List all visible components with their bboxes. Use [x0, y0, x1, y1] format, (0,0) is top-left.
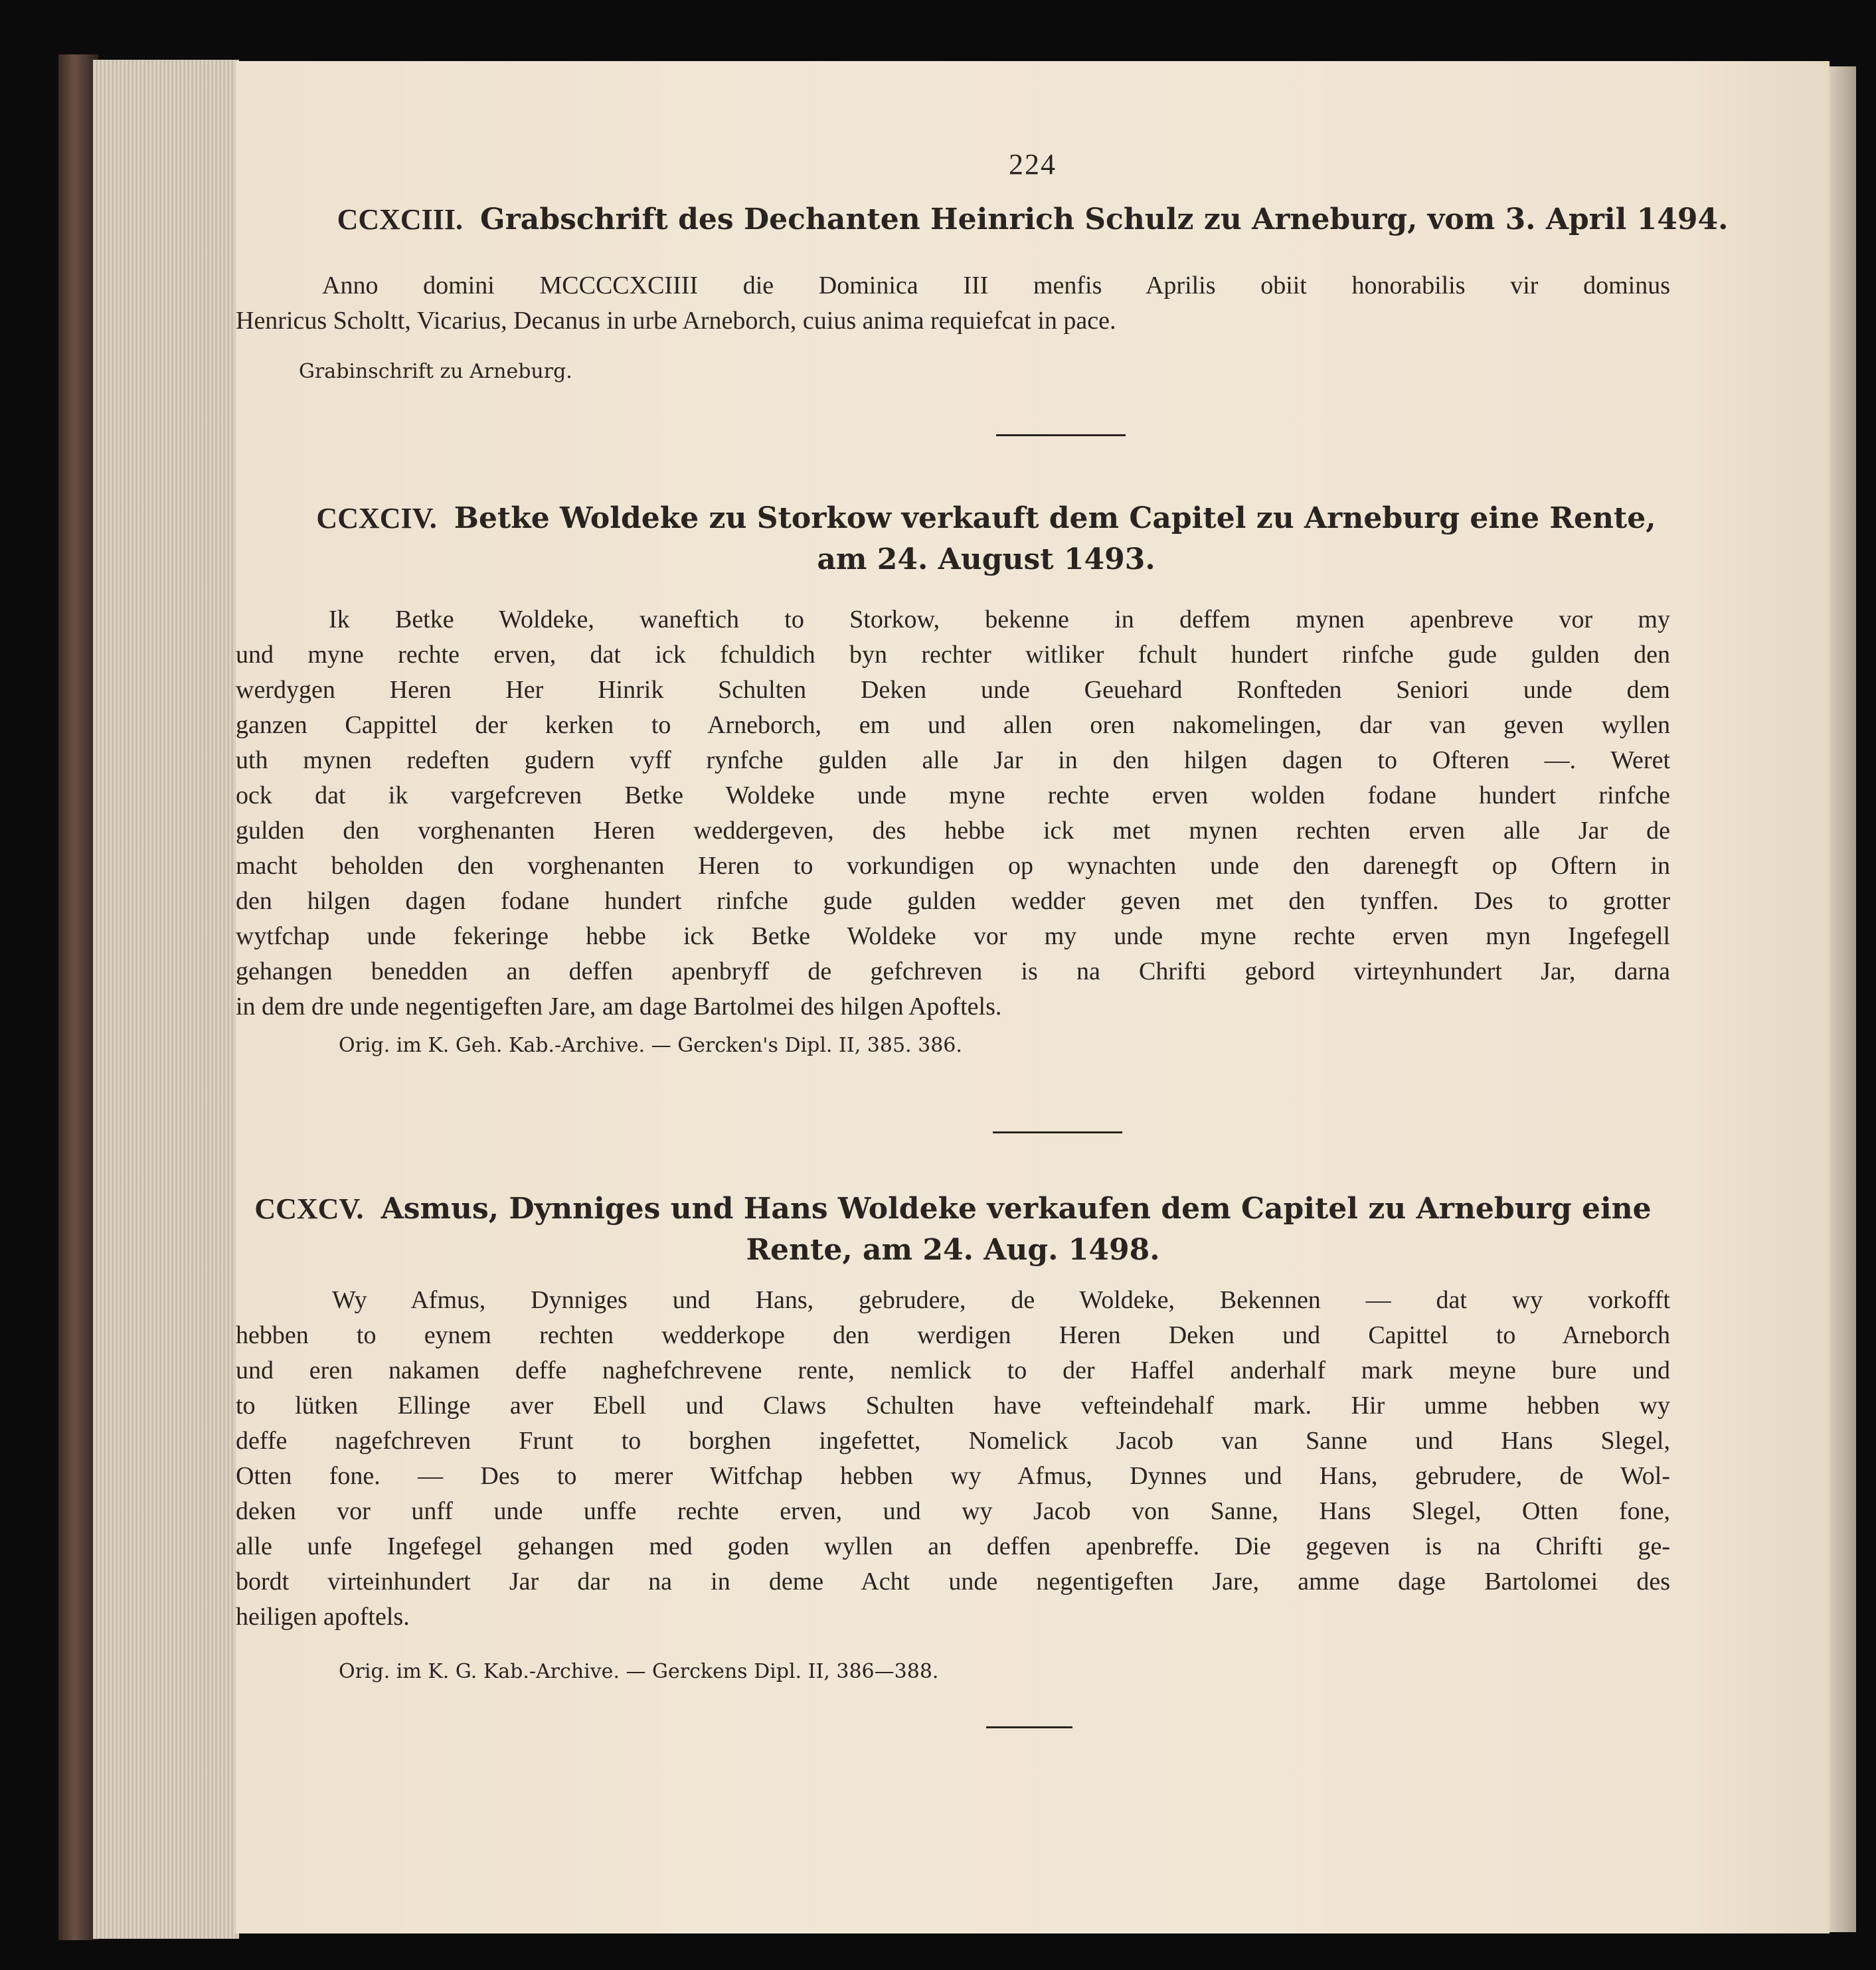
text-line: werdygen Heren Her Hinrik Schulten Deken unde Geuehard Ronfteden Seniori unde dem — [236, 676, 1670, 704]
text-line: Anno domini MCCCCXCIIII die Dominica III menfis Aprilis obiit honorabilis vir dominus — [322, 272, 1670, 299]
section-number: CCXCV. — [254, 1192, 364, 1225]
text-line: deffe nagefchreven Frunt to borghen ingefettet, Nomelick Jacob van Sanne und Hans Slegel, — [236, 1427, 1670, 1455]
book-spine — [58, 54, 98, 1940]
text-line: gulden den vorghenanten Heren weddergeven, des hebbe ick met mynen rechten erven alle Jar de — [236, 817, 1670, 845]
section-text — [236, 602, 1670, 1025]
section-heading — [236, 1189, 1670, 1271]
text-line: heiligen apoftels. — [236, 1603, 410, 1631]
text-line: wytfchap unde fekeringe hebbe ick Betke Woldeke vor my unde myne rechte erven myn Ingefegell — [236, 922, 1670, 950]
text-line: hebben to eynem rechten wedderkope den werdigen Heren Deken und Capittel to Arneborch — [236, 1321, 1670, 1349]
text-line: ganzen Cappittel der kerken to Arneborch, em und allen oren nakomelingen, dar van geven wyllen — [236, 711, 1670, 739]
section-divider — [986, 1726, 1072, 1728]
text-line: Otten fone. — Des to merer Witfchap hebben wy Afmus, Dynnes und Hans, gebrudere, de Wol- — [236, 1462, 1670, 1490]
text-line: gehangen benedden an deffen apenbryff de gefchreven is na Chrifti gebord virteynhundert Jar, darna — [236, 957, 1670, 985]
text-line: macht beholden den vorghenanten Heren to vorkundigen op wynachten unde den darenegft op Oftern in — [236, 852, 1670, 880]
section-title-line: Betke Woldeke zu Storkow verkauft dem Capitel zu Arneburg eine Rente, — [454, 501, 1656, 535]
book-page — [236, 61, 1830, 1933]
source-note: Orig. im K. Geh. Kab.-Archive. — Gercken's Dipl. II, 385. 386. — [339, 1034, 962, 1057]
section-text — [236, 268, 1670, 339]
text-line: und myne rechte erven, dat ick fchuldich byn rechter witliker fchult hundert rinfche gude gulden den — [236, 641, 1670, 669]
section-text — [236, 1283, 1670, 1635]
section-heading — [236, 199, 1830, 240]
section-title-line: Grabschrift des Dechanten Heinrich Schulz zu Arneburg, vom 3. April 1494. — [480, 203, 1729, 236]
text-line: Ik Betke Woldeke, waneftich to Storkow, bekenne in deffem mynen apenbreve vor my — [329, 606, 1670, 633]
text-line: alle unfe Ingefegel gehangen med goden wyllen an deffen apenbreffe. Die gegeven is na Chrifti ge- — [236, 1532, 1670, 1560]
text-line: bordt virteinhundert Jar dar na in deme Acht unde negentigeften Jare, amme dage Bartolomei des — [236, 1568, 1670, 1596]
text-line: deken vor unff unde unffe rechte erven, und wy Jacob von Sanne, Hans Slegel, Otten fone, — [236, 1497, 1670, 1525]
right-page-edge — [1830, 66, 1856, 1932]
text-line: in dem dre unde negentigeften Jare, am dage Bartolmei des hilgen Apoftels. — [236, 993, 1002, 1021]
section-divider — [996, 434, 1126, 436]
text-line: ock dat ik vargefcreven Betke Woldeke unde myne rechte erven wolden fodane hundert rinfche — [236, 781, 1670, 809]
section-title-line: Rente, am 24. Aug. 1498. — [746, 1233, 1160, 1267]
section-title-line: am 24. August 1493. — [817, 542, 1155, 576]
text-line: uth mynen redeften gudern vyff rynfche gulden alle Jar in den hilgen dagen to Ofteren —. Weret — [236, 746, 1670, 774]
text-line: und eren nakamen deffe naghefchrevene rente, nemlick to der Haffel anderhalf mark meyne bure und — [236, 1356, 1670, 1384]
text-line: Wy Afmus, Dynniges und Hans, gebrudere, de Woldeke, Bekennen — dat wy vorkofft — [332, 1286, 1670, 1314]
section-divider — [993, 1131, 1122, 1133]
text-line: Henricus Scholtt, Vicarius, Decanus in urbe Arneborch, cuius anima requiefcat in pace. — [236, 307, 1116, 335]
section-title-line: Asmus, Dynniges und Hans Woldeke verkaufen dem Capitel zu Arneburg eine — [381, 1192, 1652, 1226]
text-line: to lütken Ellinge aver Ebell und Claws Schulten have vefteindehalf mark. Hir umme hebben wy — [236, 1392, 1670, 1420]
section-number: CCXCIII. — [337, 203, 464, 236]
source-note: Grabinschrift zu Arneburg. — [299, 360, 572, 383]
text-line: den hilgen dagen fodane hundert rinfche gude gulden wedder geven met den tynffen. Des to grotter — [236, 887, 1670, 915]
section-number: CCXCIV. — [316, 502, 437, 534]
source-note: Orig. im K. G. Kab.-Archive. — Gerckens Dipl. II, 386—388. — [339, 1660, 939, 1683]
page-edges — [93, 60, 239, 1939]
section-heading — [289, 498, 1683, 580]
page-number: 224 — [1009, 148, 1057, 181]
